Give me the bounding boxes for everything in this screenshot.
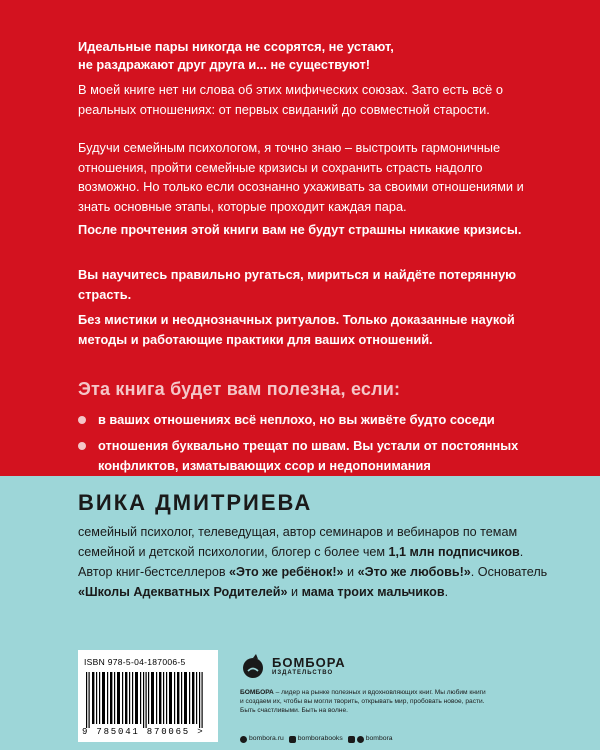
vk-icon	[289, 736, 296, 743]
telegram-icon	[357, 736, 364, 743]
intro-line-1: Идеальные пары никогда не ссорятся, не устают,	[78, 39, 394, 54]
bio-subscribers: 1,1 млн подписчиков	[388, 545, 520, 559]
publisher-subtitle: ИЗДАТЕЛЬСТВО	[272, 670, 334, 676]
publisher-links	[240, 734, 540, 744]
isbn-label: ISBN 978-5-04-187006-5	[84, 657, 186, 667]
bio-book-1: «Это же ребёнок!»	[229, 565, 344, 579]
author-name: ВИКА ДМИТРИЕВА	[78, 490, 313, 515]
vk-link[interactable]	[289, 734, 343, 744]
youtube-icon	[348, 736, 355, 743]
bio-text: . Основатель	[470, 565, 548, 579]
barcode-icon	[84, 672, 212, 728]
isbn-barcode-box	[78, 650, 218, 742]
site-link[interactable]	[240, 734, 284, 744]
telegram-text: bombora	[365, 735, 393, 742]
paragraph-4: Вы научитесь правильно ругаться, мириться и найдёте потерянную страсть.	[78, 267, 517, 302]
paragraph-1: В моей книге нет ни слова об этих мифических союзах. Зато есть всё о реальных отношениях: от первых свиданий до совместной старости.	[78, 82, 503, 117]
bullet-dot-icon	[78, 416, 86, 424]
author-bio	[78, 522, 548, 602]
useful-item	[78, 436, 548, 475]
bio-book-2: «Это же любовь!»	[357, 565, 471, 579]
useful-heading: Эта книга будет вам полезна, если:	[78, 379, 401, 399]
publisher-description	[240, 688, 490, 715]
telegram-link[interactable]	[348, 734, 393, 744]
bio-school: «Школы Адекватных Родителей»	[78, 585, 288, 599]
paragraph-2: Будучи семейным психологом, я точно знаю – выстроить гармоничные отношения, пройти семейные кризисы и сохранить страсть надолго возможно. Но только если осознанно ухаживать за своими отношениями и знать основные этапы, которые проходит каждая пара.	[78, 140, 524, 214]
bio-text: и	[343, 565, 358, 579]
bullet-dot-icon	[78, 442, 86, 450]
bio-text: семейный психолог, телеведущая, автор семинаров и вебинаров по темам семейной и детской психологии, блогер с более чем	[78, 525, 518, 559]
useful-item	[78, 410, 548, 430]
publisher-desc-brand: БОМБОРА	[240, 689, 274, 696]
publisher-name: БОМБОРА	[272, 655, 346, 670]
bio-text: и	[287, 585, 302, 599]
site-text: bombora.ru	[249, 735, 284, 742]
paragraph-3: После прочтения этой книги вам не будут страшны никакие кризисы.	[78, 222, 522, 237]
vk-text: bomborabooks	[297, 735, 343, 742]
teal-section	[0, 476, 600, 750]
bio-text: .	[444, 585, 449, 599]
intro-line-2: не раздражают друг друга и... не существуют!	[78, 57, 371, 72]
useful-item-text: в ваших отношениях всё неплохо, но вы живёте будто соседи	[98, 412, 495, 427]
globe-icon	[240, 736, 247, 743]
paragraph-5: Без мистики и неоднозначных ритуалов. Только доказанные наукой методы и работающие практики для ваших отношений.	[78, 312, 515, 347]
bio-text: . Автор книг-бестселлеров	[78, 545, 524, 579]
bombora-logo-icon	[240, 654, 266, 680]
bio-mother: мама троих мальчиков	[301, 585, 445, 599]
barcode-digits: 9 785041 870065 >	[82, 727, 205, 737]
publisher-desc-text: – лидер на рынке полезных и вдохновляющих книг. Мы любим книги и создаем их, чтобы вы могли творить, открывать мир, пробовать новое, расти. Быть счастливыми. Быть на волне.	[240, 689, 486, 714]
useful-item-text: отношения буквально трещат по швам. Вы устали от постоянных конфликтов, изматывающих ссор и недопонимания	[98, 438, 519, 473]
